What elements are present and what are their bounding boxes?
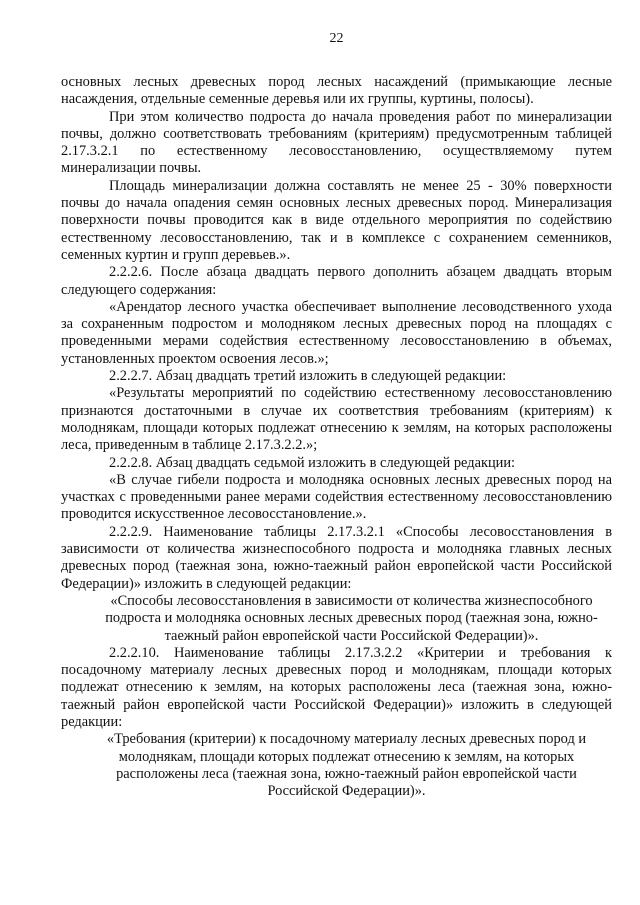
table-title-quote-1: «Способы лесовосстановления в зависимости от количества жизнеспособного подроста и молодняка основных лесных древесных пород (таежная зона, южно-таежный район европейской части Российской Федерации)». xyxy=(105,592,598,644)
paragraph-mineralization-area: Площадь минерализации должна составлять не менее 25 - 30% поверхности почвы до начала опадения семян основных лесных древесных пород. Минерализация поверхности почвы проводится как в виде отдельного мероприятия по содействию естественному лесовосстановлению, так и в комплексе с сохранением семенников, семенных куртин и групп деревьев.». xyxy=(61,177,612,263)
paragraph-2-2-2-9: 2.2.2.9. Наименование таблицы 2.17.3.2.1 «Способы лесовосстановления в зависимости от количества жизнеспособного подроста и молодняка главных лесных древесных пород (таежная зона, южно-таежный район европейской части Российской Федерации)» изложить в следующей редакции: xyxy=(61,523,612,592)
paragraph-continuation: основных лесных древесных пород лесных насаждений (примыкающие лесные насаждения, отдельные семенные деревья или их группы, куртины, полосы). xyxy=(61,74,612,108)
table-title-quote-2: «Требования (критерии) к посадочному материалу лесных древесных пород и молоднякам, площади которых подлежат отнесению к землям, на которых расположены леса (таежная зона, южно-таежный район европейской части Российской Федерации)». xyxy=(106,731,587,800)
paragraph-artificial-reforestation: «В случае гибели подроста и молодняка основных лесных древесных пород на участках с проведенными ранее мерами содействия естественному лесовосстановлению проводится искусственное лесовосстановление.». xyxy=(61,471,612,523)
paragraph-2-2-2-7: 2.2.2.7. Абзац двадцать третий изложить в следующей редакции: xyxy=(109,368,507,385)
paragraph-2-2-2-10: 2.2.2.10. Наименование таблицы 2.17.3.2.2 «Критерии и требования к посадочному материалу лесных древесных пород и молоднякам, площади которых подлежат отнесению к землям, на которых расположены леса (таежная зона, южно-таежный район европейской части Российской Федерации)» изложить в следующей редакции: xyxy=(61,644,612,730)
paragraph-2-2-2-8: 2.2.2.8. Абзац двадцать седьмой изложить в следующей редакции: xyxy=(109,454,516,471)
paragraph-leaseholder-care: «Арендатор лесного участка обеспечивает выполнение лесоводственного ухода за сохраненным подростом и молодняком лесных древесных пород на площадях с проведенными мерами содействия естественному лесовосстановлению в объемах, установленных проектом освоения лесов.»; xyxy=(61,298,612,367)
paragraph-undergrowth-requirements: При этом количество подроста до начала проведения работ по минерализации почвы, должно соответствовать требованиям (критериям) предусмотренным таблицей 2.17.3.2.1 по естественному лесовосстановлению, осуществляемому путем минерализации почвы. xyxy=(61,108,612,177)
paragraph-results-sufficiency: «Результаты мероприятий по содействию естественному лесовосстановлению признаются достаточными в случае их соответствия требованиям (критериям) к молоднякам, площади которых подлежат отнесению к землям, на которых расположены леса, приведенным в таблице 2.17.3.2.2.»; xyxy=(61,385,612,454)
paragraph-2-2-2-6: 2.2.2.6. После абзаца двадцать первого дополнить абзацем двадцать вторым следующего содержания: xyxy=(61,264,612,298)
page-number: 22 xyxy=(329,31,344,46)
